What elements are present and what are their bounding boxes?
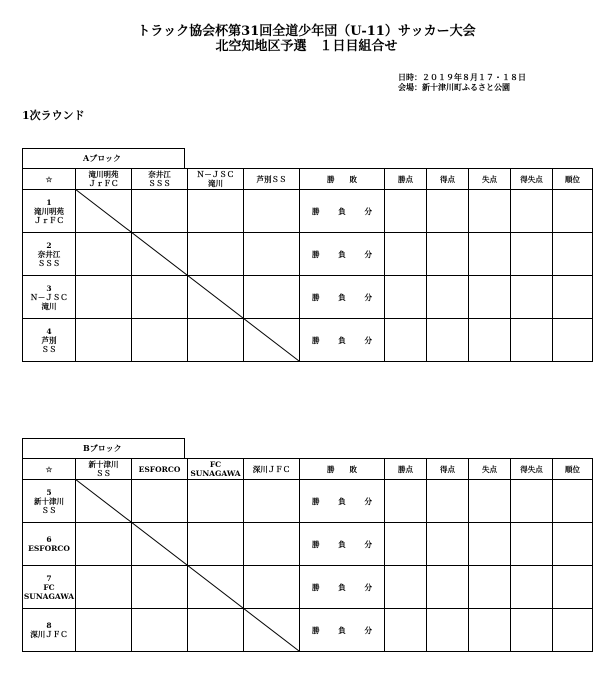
header-goal-diff: 得失点 [511, 459, 553, 480]
team-row [23, 566, 593, 609]
record-cell [300, 319, 385, 362]
round-heading: 1次ラウンド [22, 109, 85, 122]
tournament-subtitle: 北空知地区予選 １日目組合せ [215, 39, 398, 54]
draw-label: 分 [364, 582, 372, 592]
team-row [23, 276, 593, 319]
rank-cell [553, 609, 593, 652]
team-row [23, 609, 593, 652]
match-cell [76, 233, 132, 276]
match-cell [76, 523, 132, 566]
points-cell [385, 190, 427, 233]
loss-label: 負 [338, 249, 346, 259]
header-team-3 [188, 459, 244, 480]
header-goals-against: 失点 [469, 459, 511, 480]
goals-for-cell [427, 523, 469, 566]
match-cell [188, 480, 244, 523]
draw-label: 分 [364, 249, 372, 259]
goals-for-cell [427, 190, 469, 233]
team-number: 3 [46, 283, 52, 293]
header-star: ☆ [23, 169, 76, 190]
rank-cell [553, 523, 593, 566]
header-team-name: ESFORCO [138, 464, 181, 474]
goals-against-cell [469, 523, 511, 566]
match-cell [132, 276, 188, 319]
header-team-2 [132, 459, 188, 480]
match-cell [132, 190, 188, 233]
header-team-name: 深川ＪＦＣ [252, 464, 291, 474]
goals-for-cell [427, 566, 469, 609]
loss-label: 負 [338, 206, 346, 216]
team-number: 2 [46, 240, 52, 250]
loss-label: 負 [338, 582, 346, 592]
match-cell [244, 480, 300, 523]
venue-line: 会場：新十津川町ふるさと公園 [398, 82, 510, 92]
header-record: 勝 敗 [300, 459, 385, 480]
win-label: 勝 [312, 496, 320, 506]
goals-for-cell [427, 233, 469, 276]
header-rank: 順位 [553, 459, 593, 480]
team-row [23, 480, 593, 523]
points-cell [385, 609, 427, 652]
draw-label: 分 [364, 496, 372, 506]
header-team-name: Ｎ－ＪＳＣ 滝川 [196, 170, 235, 188]
goals-for-cell [427, 480, 469, 523]
win-label: 勝 [312, 249, 320, 259]
match-cell [244, 523, 300, 566]
header-team-1 [76, 459, 132, 480]
record-cell [300, 480, 385, 523]
points-cell [385, 566, 427, 609]
goal-diff-cell [511, 523, 553, 566]
match-cell [188, 523, 244, 566]
header-team-name: 滝川明苑 ＪｒＦＣ [88, 170, 119, 188]
block-a-table [22, 168, 593, 362]
goals-for-cell [427, 319, 469, 362]
goal-diff-cell [511, 609, 553, 652]
header-star: ☆ [23, 459, 76, 480]
team-row [23, 319, 593, 362]
team-name: 深川ＪＦＣ [30, 630, 68, 639]
team-name: 滝川明苑 ＪｒＦＣ [34, 206, 64, 225]
team-cell [23, 480, 76, 523]
points-cell [385, 523, 427, 566]
draw-label: 分 [364, 539, 372, 549]
header-points: 勝点 [385, 169, 427, 190]
team-row [23, 190, 593, 233]
team-name: Ｎ－ＪＳＣ 滝川 [30, 292, 68, 311]
rank-cell [553, 319, 593, 362]
match-cell [76, 190, 132, 233]
goals-against-cell [469, 609, 511, 652]
match-cell [244, 319, 300, 362]
header-team-name: FC SUNAGAWA [190, 460, 241, 478]
record-cell [300, 233, 385, 276]
win-label: 勝 [312, 335, 320, 345]
win-label: 勝 [312, 539, 320, 549]
team-number: 4 [46, 326, 52, 336]
team-name: 新十津川 ＳＳ [34, 496, 64, 515]
header-team-4 [244, 459, 300, 480]
goals-against-cell [469, 233, 511, 276]
team-name: ESFORCO [28, 544, 70, 553]
team-name: 芦別 ＳＳ [41, 335, 57, 354]
team-name: 奈井江 ＳＳＳ [37, 249, 61, 268]
goal-diff-cell [511, 480, 553, 523]
team-number: 6 [46, 535, 52, 544]
record-cell [300, 523, 385, 566]
match-cell [76, 319, 132, 362]
match-cell [132, 566, 188, 609]
match-cell [132, 233, 188, 276]
points-cell [385, 319, 427, 362]
match-cell [244, 190, 300, 233]
team-cell [23, 523, 76, 566]
header-goals-against: 失点 [469, 169, 511, 190]
goal-diff-cell [511, 319, 553, 362]
header-goals-for: 得点 [427, 169, 469, 190]
goals-for-cell [427, 609, 469, 652]
rank-cell [553, 276, 593, 319]
block-b-table [22, 458, 593, 652]
rank-cell [553, 566, 593, 609]
rank-cell [553, 233, 593, 276]
header-team-name: 奈井江 ＳＳＳ [148, 170, 171, 188]
goals-against-cell [469, 566, 511, 609]
points-cell [385, 480, 427, 523]
match-cell [76, 480, 132, 523]
team-number: 7 [46, 573, 52, 583]
block-a-label: Aブロック [22, 148, 185, 168]
match-cell [188, 276, 244, 319]
header-team-1 [76, 169, 132, 190]
team-cell [23, 609, 76, 652]
points-cell [385, 276, 427, 319]
goals-against-cell [469, 190, 511, 233]
match-cell [188, 190, 244, 233]
team-cell [23, 233, 76, 276]
win-label: 勝 [312, 206, 320, 216]
team-name: FC SUNAGAWA [23, 582, 75, 601]
team-number: 8 [46, 621, 52, 630]
match-cell [244, 233, 300, 276]
date-line: 日時：２０１９年８月１７・１８日 [398, 72, 526, 82]
goals-against-cell [469, 319, 511, 362]
header-record: 勝 敗 [300, 169, 385, 190]
match-cell [132, 523, 188, 566]
match-cell [76, 276, 132, 319]
team-cell [23, 566, 76, 609]
rank-cell [553, 480, 593, 523]
team-row [23, 523, 593, 566]
header-goal-diff: 得失点 [511, 169, 553, 190]
header-team-4 [244, 169, 300, 190]
match-cell [188, 609, 244, 652]
goals-for-cell [427, 276, 469, 319]
header-team-name: 新十津川 ＳＳ [88, 460, 119, 478]
team-cell [23, 319, 76, 362]
win-label: 勝 [312, 292, 320, 302]
loss-label: 負 [338, 539, 346, 549]
record-cell [300, 566, 385, 609]
team-cell [23, 190, 76, 233]
points-cell [385, 233, 427, 276]
win-label: 勝 [312, 582, 320, 592]
goal-diff-cell [511, 190, 553, 233]
loss-label: 負 [338, 335, 346, 345]
rank-cell [553, 190, 593, 233]
loss-label: 負 [338, 496, 346, 506]
goal-diff-cell [511, 233, 553, 276]
record-cell [300, 609, 385, 652]
draw-label: 分 [364, 625, 372, 635]
header-team-2 [132, 169, 188, 190]
loss-label: 負 [338, 625, 346, 635]
goal-diff-cell [511, 276, 553, 319]
header-team-name: 芦別ＳＳ [256, 174, 287, 184]
team-row [23, 233, 593, 276]
match-cell [132, 319, 188, 362]
record-cell [300, 190, 385, 233]
draw-label: 分 [364, 206, 372, 216]
team-number: 5 [46, 487, 52, 497]
goal-diff-cell [511, 566, 553, 609]
team-number: 1 [46, 197, 52, 207]
match-cell [188, 233, 244, 276]
header-goals-for: 得点 [427, 459, 469, 480]
match-cell [244, 609, 300, 652]
team-cell [23, 276, 76, 319]
win-label: 勝 [312, 625, 320, 635]
match-cell [132, 609, 188, 652]
match-cell [76, 566, 132, 609]
match-cell [188, 319, 244, 362]
header-points: 勝点 [385, 459, 427, 480]
match-cell [188, 566, 244, 609]
record-cell [300, 276, 385, 319]
draw-label: 分 [364, 292, 372, 302]
match-cell [76, 609, 132, 652]
match-cell [244, 276, 300, 319]
match-cell [244, 566, 300, 609]
tournament-title: トラック協会杯第31回全道少年団（U-11）サッカー大会 [137, 24, 476, 39]
goals-against-cell [469, 276, 511, 319]
block-b-label: Bブロック [22, 438, 185, 458]
match-cell [132, 480, 188, 523]
header-team-3 [188, 169, 244, 190]
header-rank: 順位 [553, 169, 593, 190]
loss-label: 負 [338, 292, 346, 302]
draw-label: 分 [364, 335, 372, 345]
goals-against-cell [469, 480, 511, 523]
